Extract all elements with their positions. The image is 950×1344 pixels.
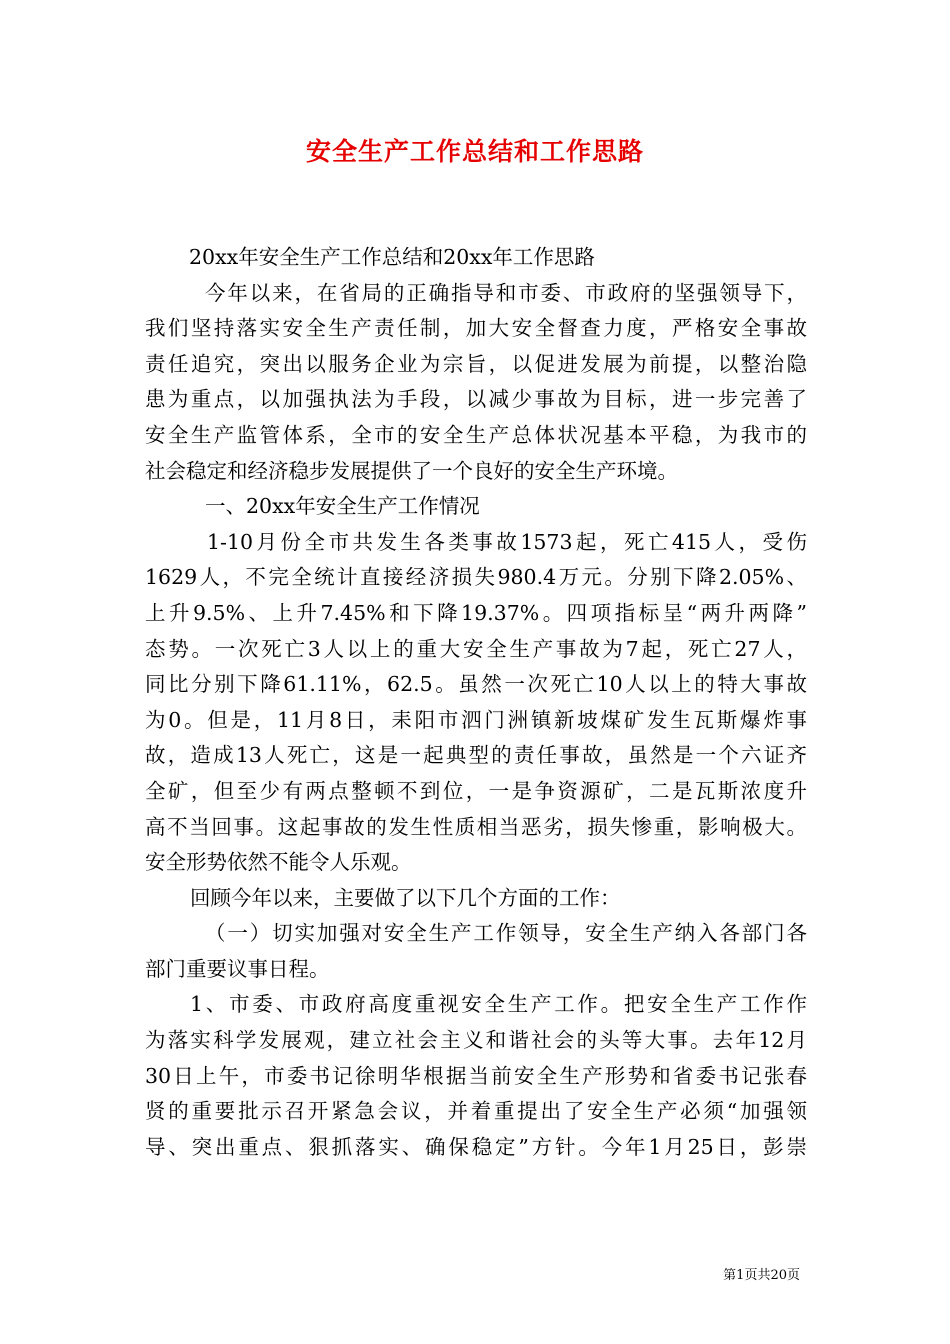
paragraph-line: 1-10月份全市共发生各类事故1573起，死亡415人，受伤 (207, 529, 807, 554)
paragraph-line: 安全生产监管体系，全市的安全生产总体状况基本平稳，为我市的 (145, 422, 807, 447)
subsection-heading: 部门重要议事日程。 (145, 956, 330, 981)
paragraph-line: 今年以来，在省局的正确指导和市委、市政府的坚强领导下， (205, 280, 807, 305)
section-heading: 一、20xx年安全生产工作情况 (205, 494, 480, 519)
paragraph-line: 故，造成13人死亡，这是一起典型的责任事故，虽然是一个六证齐 (145, 743, 807, 768)
paragraph-line: 社会稳定和经济稳步发展提供了一个良好的安全生产环境。 (145, 458, 678, 483)
paragraph-line: 态势。一次死亡3人以上的重大安全生产事故为7起，死亡27人， (145, 636, 807, 661)
paragraph-line: 患为重点，以加强执法为手段，以减少事故为目标，进一步完善了 (145, 387, 807, 412)
document-body (145, 240, 807, 1165)
paragraph-line: 贤的重要批示召开紧急会议，并着重提出了安全生产必须“加强领 (145, 1099, 807, 1124)
paragraph-line: 安全形势依然不能令人乐观。 (145, 850, 412, 875)
paragraph-line: 导、突出重点、狠抓落实、确保稳定”方针。今年1月25日，彭崇 (145, 1134, 807, 1159)
paragraph-line: 1629人，不完全统计直接经济损失980.4万元。分别下降2.05%、 (145, 565, 807, 590)
paragraph-line: 1、市委、市政府高度重视安全生产工作。把安全生产工作作 (190, 992, 807, 1017)
page-number: 第1页共20页 (723, 1268, 800, 1283)
subtitle-line: 20xx年安全生产工作总结和20xx年工作思路 (189, 245, 595, 269)
subsection-heading: （一）切实加强对安全生产工作领导，安全生产纳入各部门各 (205, 921, 807, 946)
paragraph-line: 为0。但是，11月8日，耒阳市泗门洲镇新坡煤矿发生瓦斯爆炸事 (145, 707, 807, 732)
paragraph-line: 回顾今年以来，主要做了以下几个方面的工作： (190, 885, 621, 910)
paragraph-line: 责任追究，突出以服务企业为宗旨，以促进发展为前提，以整治隐 (145, 351, 807, 376)
document-title: 安全生产工作总结和工作思路 (305, 137, 644, 166)
paragraph-line: 同比分别下降61.11%，62.5。虽然一次死亡10人以上的特大事故 (145, 672, 807, 697)
paragraph-line: 为落实科学发展观，建立社会主义和谐社会的头等大事。去年12月 (145, 1028, 807, 1053)
paragraph-line: 30日上午，市委书记徐明华根据当前安全生产形势和省委书记张春 (145, 1063, 807, 1088)
paragraph-line: 我们坚持落实安全生产责任制，加大安全督查力度，严格安全事故 (145, 316, 807, 341)
paragraph-line: 上升9.5%、上升7.45%和下降19.37%。四项指标呈“两升两降” (145, 600, 807, 625)
paragraph-line: 全矿，但至少有两点整顿不到位，一是争资源矿，二是瓦斯浓度升 (145, 778, 807, 803)
paragraph-line: 高不当回事。这起事故的发生性质相当恶劣，损失惨重，影响极大。 (145, 814, 807, 839)
